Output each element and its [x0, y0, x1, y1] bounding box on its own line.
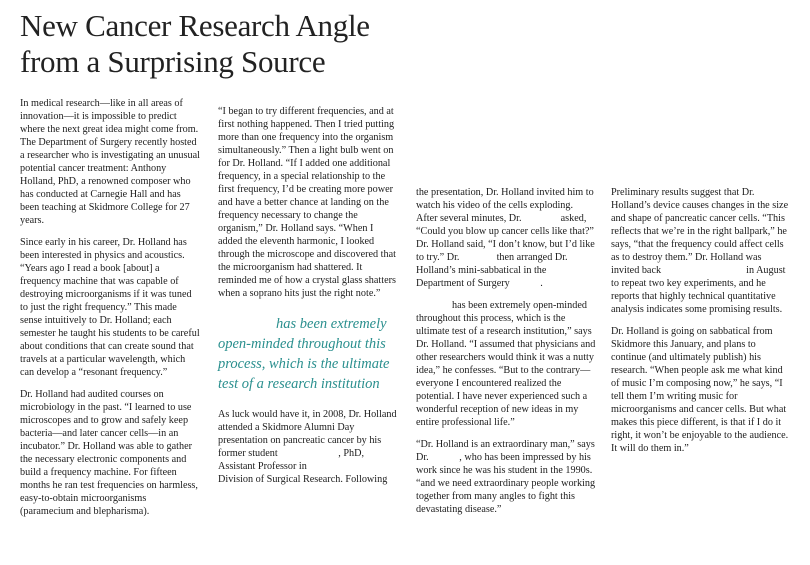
paragraph: the presentation, Dr. Holland invited him to watch his video of the cells exploding. After several minutes, Dr. asked, “Could you blow up cancer cells like that?” Dr. Holland said, “I don’t know, but I’d like to try.” Dr. then arranged Dr. Holland’s mini-sabbatical in the Department of Surgery .: [416, 187, 595, 289]
paragraph-text: asked, “Could you blow up cancer cells like that?” Dr. Holland said, “I don’t know, but I’d like to try.” Dr.: [416, 213, 595, 263]
title-line-2: from a Surprising Source: [20, 44, 326, 79]
paragraph: Dr. Holland had audited courses on microbiology in the past. “I learned to use microscopes and to grow and safely keep bacteria—and later cancer cells—in an incubator.” Dr. Holland was able to gather the necessary electronic components and build a frequency machine. For fifteen months he ran test frequencies on harmless, easy-to-obtain microorganisms (paramecium and blepharisma).: [20, 389, 198, 517]
column-2: [218, 105, 398, 495]
paragraph: Since early in his career, Dr. Holland has been interested in physics and acoustics. “Years ago I read a book [about] a frequency machine that was capable of destroying microorganisms if it was tuned to just the right frequency.” This made sense intuitively to Dr. Holland; each semester he taught his students to be careful about conditions that can create sound that travels at a particular wavelength, which can develop a “resonant frequency.”: [20, 237, 200, 378]
paragraph-text: in August to repeat two key experiments, and he reports that highly technical quantitative analysis indicates some promising results.: [611, 265, 786, 315]
pull-quote: [218, 314, 398, 394]
title-line-1: New Cancer Research Angle: [20, 8, 370, 43]
paragraph: [611, 186, 791, 316]
column-3: [416, 186, 596, 525]
paragraph: In medical research—like in all areas of innovation—it is impossible to predict where the next great idea might come from. The Department of Surgery recently hosted a researcher who is investigating an unusual potential cancer treatment: Anthony Holland, PhD, a renowned composer who has conducted at Carnegie Hall and has been teaching at Skidmore College for 27 years.: [20, 98, 200, 226]
paragraph-text: , PhD, Assistant Professor in: [218, 448, 365, 472]
paragraph-text: , who has been impressed by his work since he was his student in the 1990s. “and we need extraordinary people working together from many angles to fight this devastating disease.”: [416, 452, 596, 515]
paragraph: [218, 408, 398, 486]
paragraph-text: As luck would have it, in 2008, Dr. Holland attended a Skidmore Alumni Day presentation on pancreatic cancer by his former student: [218, 409, 397, 459]
column-1: [20, 97, 200, 527]
paragraph: [416, 299, 596, 429]
paragraph-text: Division of Surgical Research. Following: [218, 474, 388, 485]
paragraph: Dr. Holland is going on sabbatical from Skidmore this January, and plans to continue (and ultimately publish) his research. “When people ask me what kind of music I’m composing now,” he says, “I tell them I’m writing music for microorganisms and cancer cells. But what makes this piece different, is that if I do it right, it won’t be enjoyable to the audience. It will do them in.”: [611, 326, 789, 454]
paragraph-text: “Dr. Holland is an extraordinary man,” says Dr.: [416, 439, 595, 463]
column-4: [611, 186, 791, 464]
paragraph-text: Preliminary results suggest that Dr. Holland’s device causes changes in the size and shape of pancreatic cancer cells. “This reflects that we’re in the right ballpark,” he says, “that the frequency could affect cells as to destroy them.” Dr. Holland was invited back: [611, 187, 789, 276]
paragraph-text: has been extremely open-minded throughout this process, which is the ultimate test of a research institution,” says Dr. Holland. “I assumed that physicians and other researchers would think it was a nutty idea,” he confesses. “But to the contrary—everyone I encountered realized the potential. I have never experienced such a wonderful reception of new ideas in my entire professional life.”: [416, 300, 596, 428]
paragraph: [416, 438, 596, 516]
paragraph-text: the presentation, Dr. Holland invited him to watch his video of the cells exploding. After several minutes, Dr.: [416, 187, 594, 224]
article-title: [20, 8, 370, 80]
paragraph-text: then arranged Dr. Holland’s mini-sabbatical in the Department of Surgery: [416, 252, 568, 289]
pull-quote-text: has been extremely open-minded throughout this process, which is the ultimate test of a research institution: [218, 316, 390, 392]
paragraph: “I began to try different frequencies, and at first nothing happened. Then I tried putting more than one frequency into the organism simultaneously.” Then a light bulb went on for Dr. Holland. “If I added one additional frequency, in a special relationship to the first frequency, I’d be creating more power and have a better chance at landing on the frequency necessary to change the organism,” Dr. Holland says. “When I added the eleventh harmonic, I looked through the microscope and discovered that the microorganism had shattered. It reminded me of how a crystal glass shatters when a soprano hits just the right note.”: [218, 106, 396, 299]
